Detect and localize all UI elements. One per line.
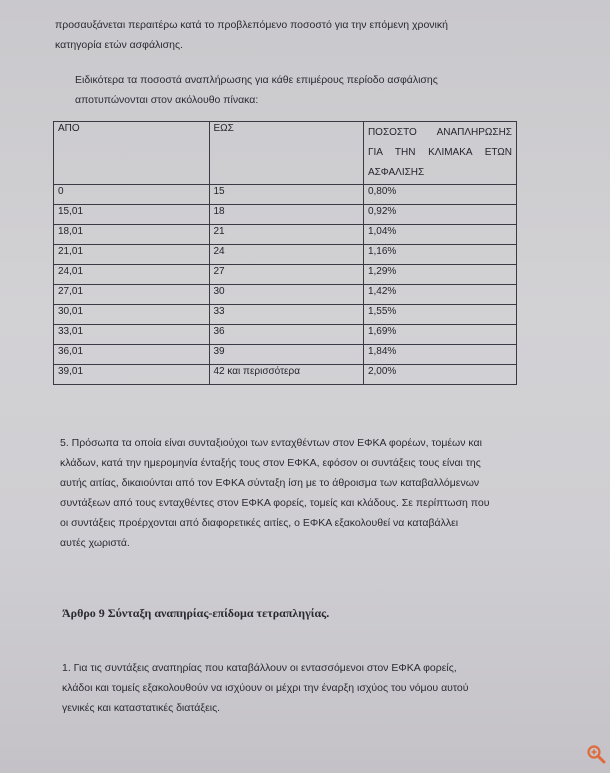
cell-percentage: 1,69% [363, 325, 516, 345]
table-row [54, 225, 517, 245]
intro-paragraph [55, 15, 545, 55]
cell-to: 21 [209, 225, 363, 245]
paragraph-5 [60, 433, 530, 553]
table-intro-paragraph [75, 70, 545, 110]
table-row [54, 365, 517, 385]
cell-from: 24,01 [54, 265, 210, 285]
table-intro-line: αποτυπώνονται στον ακόλουθο πίνακα: [75, 94, 259, 106]
table-header-row [54, 122, 517, 185]
table-intro-line: Ειδικότερα τα ποσοστά αναπλήρωσης για κάθε επιμέρους περίοδο ασφάλισης [75, 74, 438, 86]
cell-to: 27 [209, 265, 363, 285]
cell-percentage: 1,04% [363, 225, 516, 245]
cell-to: 36 [209, 325, 363, 345]
cell-from: 27,01 [54, 285, 210, 305]
paragraph-5-line: αυτής αιτίας, δικαιούνται από τον ΕΦΚΑ σύνταξη ίση με το άθροισμα των καταβαλλόμενων [60, 477, 480, 489]
article-9-line: κλάδοι και τομείς εξακολουθούν να ισχύουν οι μέχρι την έναρξη ισχύος του νόμου αυτού [62, 682, 469, 694]
cell-from: 30,01 [54, 305, 210, 325]
cell-to: 15 [209, 185, 363, 205]
cell-to: 30 [209, 285, 363, 305]
cell-to: 33 [209, 305, 363, 325]
header-percentage [363, 122, 516, 185]
header-to: ΕΩΣ [209, 122, 363, 185]
header-from: ΑΠΟ [54, 122, 210, 185]
paragraph-5-line: κλάδων, κατά την ημερομηνία ένταξής τους στον ΕΦΚΑ, εφόσον οι συντάξεις τους είναι της [60, 457, 481, 469]
table-row [54, 325, 517, 345]
header-percentage-line: ΑΣΦΑΛΙΣΗΣ [367, 167, 425, 178]
intro-line: κατηγορία ετών ασφάλισης. [55, 39, 183, 51]
cell-from: 15,01 [54, 205, 210, 225]
header-percentage-line: ΠΟΣΟΣΤΟ ΑΝΑΠΛΗΡΩΣΗΣ [367, 127, 512, 138]
cell-to: 42 και περισσότερα [209, 365, 363, 385]
replacement-rate-table [53, 121, 517, 385]
article-9-line: γενικές και καταστατικές διατάξεις. [62, 702, 221, 714]
cell-percentage: 1,42% [363, 285, 516, 305]
table-row [54, 205, 517, 225]
table-row [54, 285, 517, 305]
table-row [54, 245, 517, 265]
table-row [54, 265, 517, 285]
cell-percentage: 2,00% [363, 365, 516, 385]
cell-from: 36,01 [54, 345, 210, 365]
zoom-in-icon[interactable] [586, 744, 606, 764]
paragraph-5-line: οι συντάξεις προέρχονται από διαφορετικές αιτίες, ο ΕΦΚΑ εξακολουθεί να καταβάλλει [60, 517, 459, 529]
article-9-paragraph-1 [62, 658, 532, 718]
cell-to: 18 [209, 205, 363, 225]
table-row [54, 185, 517, 205]
cell-from: 21,01 [54, 245, 210, 265]
article-9-heading: Άρθρο 9 Σύνταξη αναπηρίας-επίδομα τετραπληγίας. [62, 606, 330, 620]
article-9-line: 1. Για τις συντάξεις αναπηρίας που καταβάλλουν οι εντασσόμενοι στον ΕΦΚΑ φορείς, [62, 662, 457, 674]
paragraph-5-line: αυτές χωριστά. [60, 537, 130, 549]
cell-percentage: 1,84% [363, 345, 516, 365]
cell-to: 39 [209, 345, 363, 365]
cell-percentage: 1,16% [363, 245, 516, 265]
cell-percentage: 0,80% [363, 185, 516, 205]
cell-from: 39,01 [54, 365, 210, 385]
header-percentage-line: ΓΙΑ ΤΗΝ ΚΛΙΜΑΚΑ ΕΤΩΝ [367, 147, 512, 158]
cell-from: 0 [54, 185, 210, 205]
table-body [54, 185, 517, 385]
cell-from: 18,01 [54, 225, 210, 245]
intro-line: προσαυξάνεται περαιτέρω κατά το προβλεπόμενο ποσοστό για την επόμενη χρονική [55, 19, 448, 31]
cell-percentage: 1,29% [363, 265, 516, 285]
cell-percentage: 1,55% [363, 305, 516, 325]
table-row [54, 345, 517, 365]
cell-from: 33,01 [54, 325, 210, 345]
cell-percentage: 0,92% [363, 205, 516, 225]
cell-to: 24 [209, 245, 363, 265]
table-row [54, 305, 517, 325]
paragraph-5-line: συντάξεων από τους ενταχθέντες στον ΕΦΚΑ φορείς, τομείς και κλάδους. Σε περίπτωση που [60, 497, 490, 509]
paragraph-5-line: 5. Πρόσωπα τα οποία είναι συνταξιούχοι των ενταχθέντων στον ΕΦΚΑ φορέων, τομέων και [60, 437, 482, 449]
